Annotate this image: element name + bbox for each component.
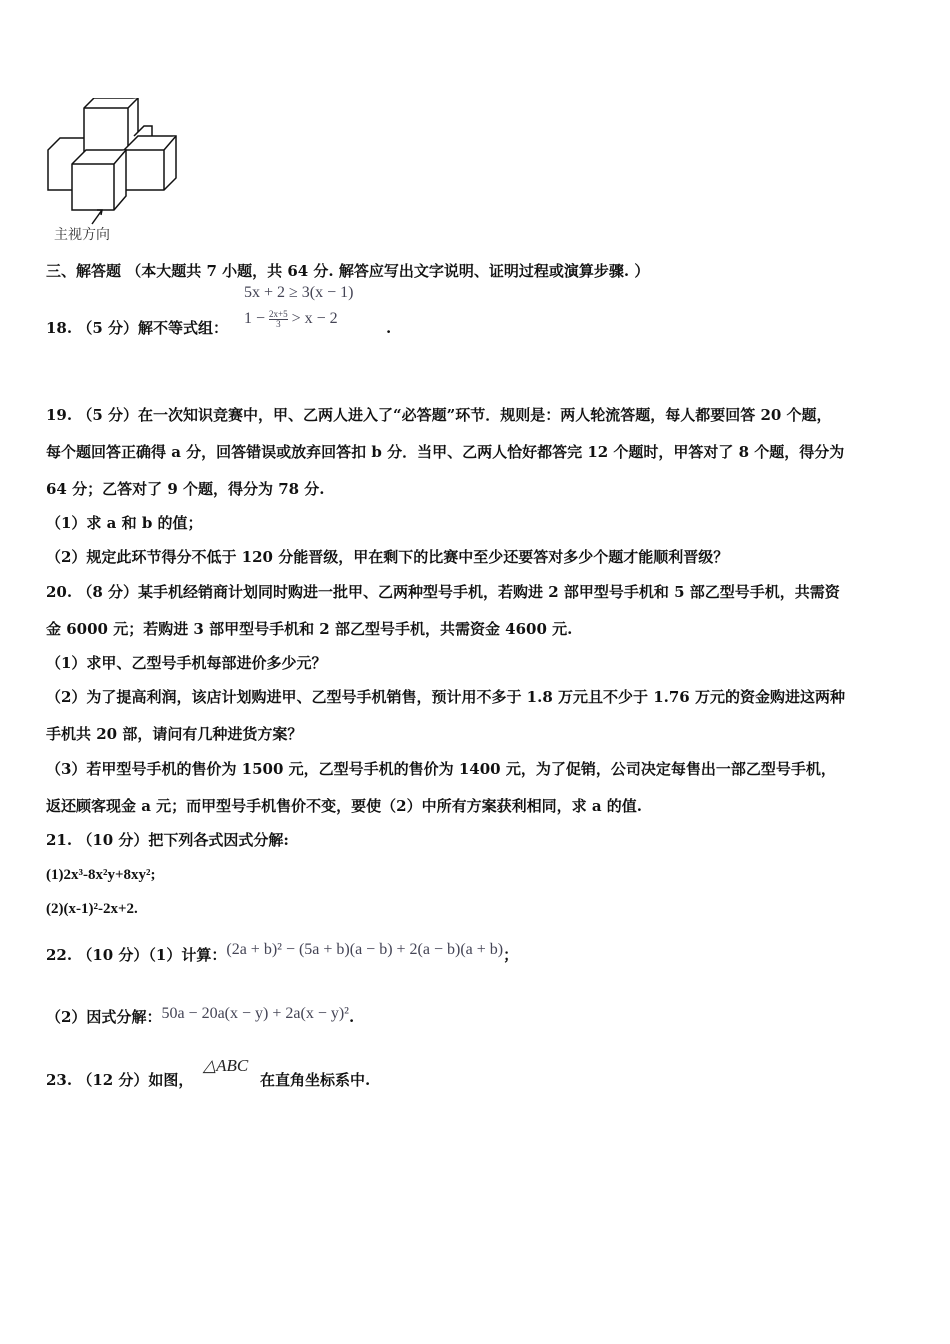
q19-line: 64 分；乙答对了 9 个题，得分为 78 分. [46, 480, 325, 498]
inequality-2 [244, 306, 353, 332]
q22-part1-label: 22. （10 分）（1）计算： [46, 946, 227, 964]
ineq2-left: 1 − [244, 310, 266, 327]
q18-end: . [386, 319, 392, 337]
q23-label: 23. （12 分）如图， [46, 1071, 194, 1089]
q22-part2-expr: 50a − 20a(x − y) + 2a(x − y)² [161, 1005, 349, 1022]
q19-line: （2）规定此环节得分不低于 120 分能晋级，甲在剩下的比赛中至少还要答对多少个题才能顺利晋级？ [46, 548, 729, 566]
q20-line: 手机共 20 部，请问有几种进货方案？ [46, 725, 303, 743]
section-title: 三、解答题 （本大题共 7 小题，共 64 分. 解答应写出文字说明、证明过程或演算步骤. ） [46, 262, 650, 280]
q23-tail: 在直角坐标系中. [260, 1071, 371, 1089]
q19-line: 每个题回答正确得 a 分，回答错误或放弃回答扣 b 分．当甲、乙两人恰好都答完 12 个题时，甲答对了 8 个题，得分为 [46, 443, 845, 461]
q20-line: （3）若甲型号手机的售价为 1500 元，乙型号手机的售价为 1400 元，为了促销，公司决定每售出一部乙型号手机， [46, 760, 836, 778]
fraction-den: 3 [276, 318, 281, 329]
triangle-abc: △ABC [203, 1056, 249, 1075]
q20-line: 返还顾客现金 a 元；而甲型号手机售价不变，要使（2）中所有方案获利相同，求 a 的值. [46, 797, 642, 815]
q20-line: （2）为了提高利润，该店计划购进甲、乙型号手机销售，预计用不多于 1.8 万元且不少于 1.76 万元的资金购进这两种 [46, 688, 845, 706]
q19-line: 19. （5 分）在一次知识竞赛中，甲、乙两人进入了“必答题”环节．规则是：两人轮流答题，每人都要回答 20 个题， [46, 406, 832, 424]
q19-line: （1）求 a 和 b 的值； [46, 514, 203, 532]
inequality-1: 5x + 2 ≥ 3(x − 1) [244, 284, 354, 301]
q20-line: 20. （8 分）某手机经销商计划同时购进一批甲、乙两种型号手机，若购进 2 部甲型号手机和 5 部乙型号手机，共需资 [46, 583, 840, 601]
q22-part2-end: . [348, 1008, 355, 1026]
q22-part1 [46, 941, 519, 966]
figure-caption: 主视方向 [54, 227, 110, 243]
fraction [269, 310, 288, 329]
inequality-system [244, 280, 353, 332]
q21-item: (1)2x³-8x²y+8xy²; [46, 867, 156, 883]
q21-title: 21. （10 分）把下列各式因式分解: [46, 831, 289, 849]
q20-line: （1）求甲、乙型号手机每部进价多少元？ [46, 654, 327, 672]
fraction-num: 2x+5 [269, 308, 288, 319]
q22-part1-end: ； [503, 946, 519, 964]
ineq2-right: > x − 2 [291, 310, 338, 327]
q22-part1-expr: (2a + b)² − (5a + b)(a − b) + 2(a − b)(a + b) [226, 941, 504, 958]
question-18: 18. （5 分）解不等式组： [46, 319, 228, 337]
q22-part2-label: （2）因式分解： [46, 1008, 162, 1026]
q20-line: 金 6000 元；若购进 3 部甲型号手机和 2 部乙型号手机，共需资金 4600 元. [46, 620, 573, 638]
q21-item: (2)(x-1)²-2x+2. [46, 901, 138, 917]
cube-stack-figure [44, 98, 184, 228]
q22-part2 [46, 1007, 354, 1028]
